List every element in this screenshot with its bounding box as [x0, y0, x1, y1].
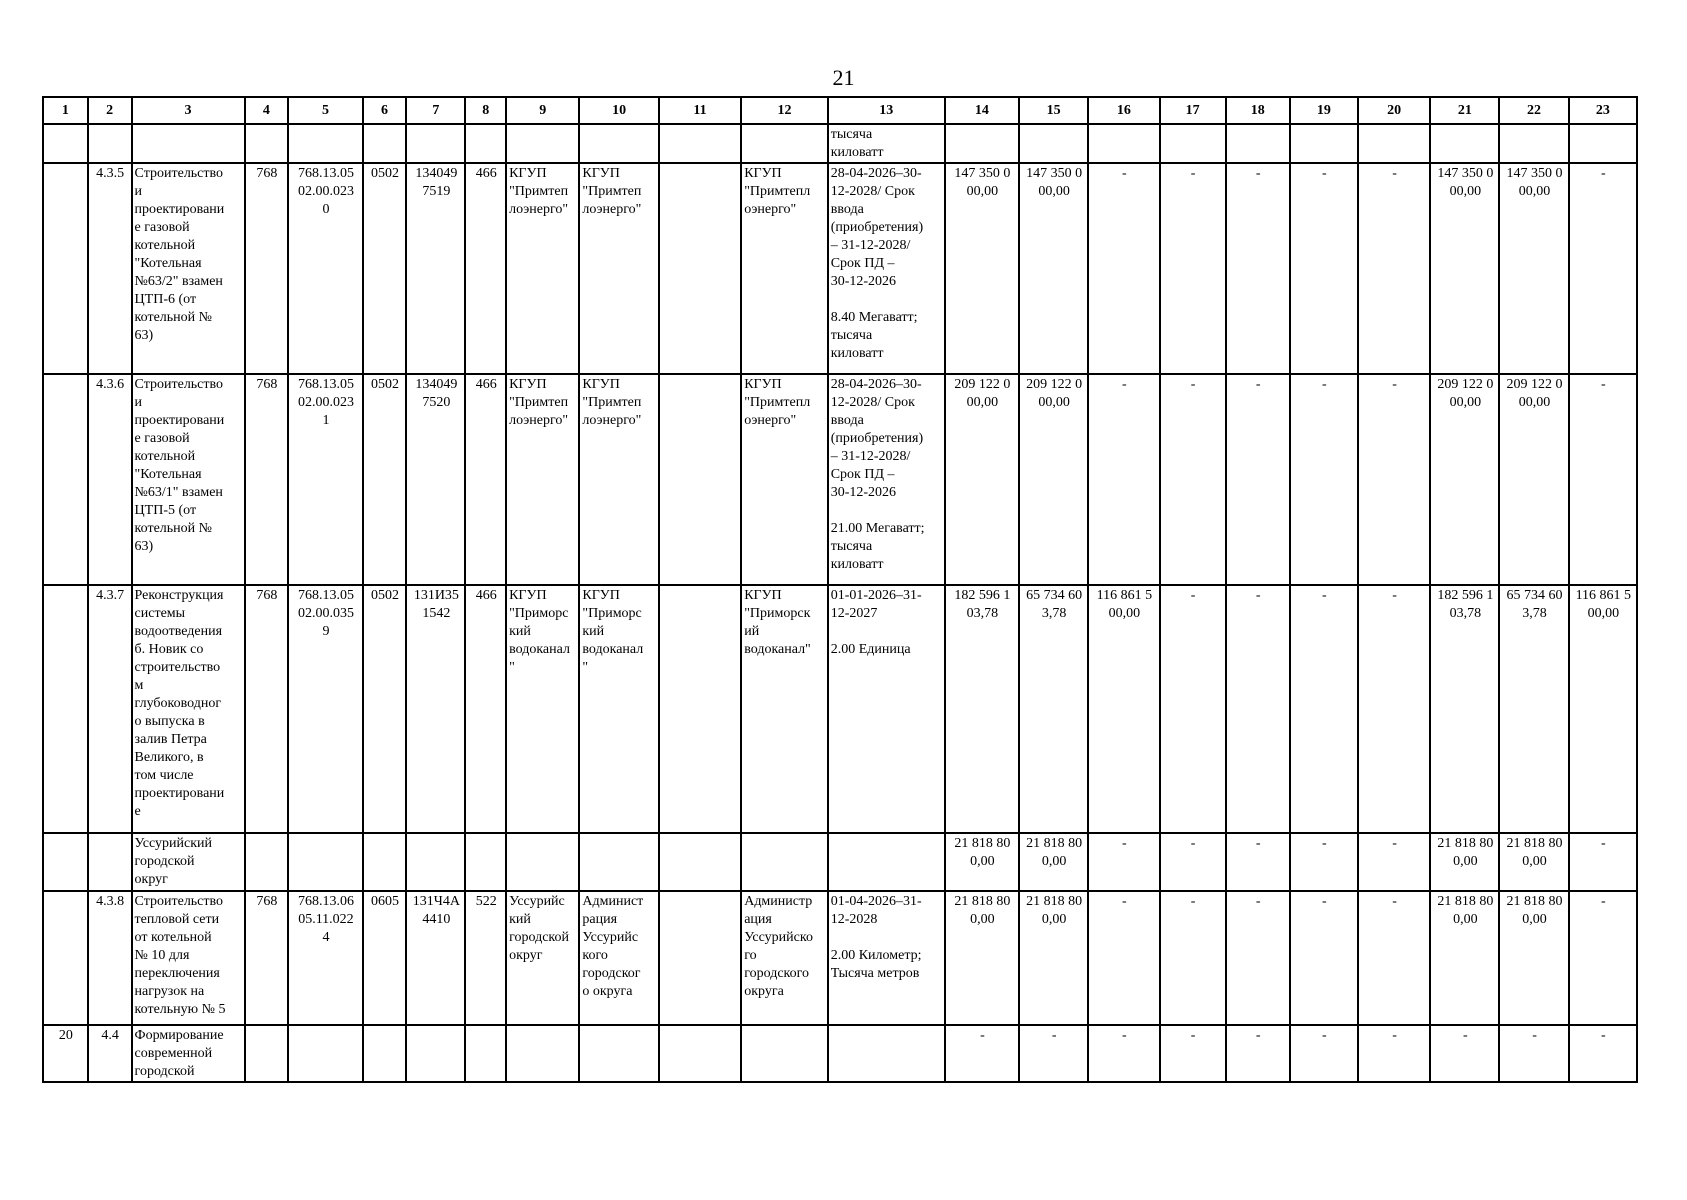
table-cell-col-4 [245, 833, 289, 891]
table-cell-col-17: - [1160, 374, 1226, 585]
column-header-21: 21 [1430, 97, 1499, 124]
table-cell-col-12: КГУП "Примтепл оэнерго" [741, 163, 828, 374]
table-cell-col-23: - [1569, 374, 1637, 585]
table-cell-col-13: 28-04-2026–30- 12-2028/ Срок ввода (приобретения) – 31-12-2028/ Срок ПД – 30-12-2026 8.40 Мегаватт; тысяча киловатт [828, 163, 945, 374]
column-header-2: 2 [88, 97, 132, 124]
table-cell-col-1 [43, 585, 88, 833]
table-cell-col-22: 209 122 0 00,00 [1499, 374, 1568, 585]
table-cell-col-18: - [1226, 833, 1290, 891]
table-row [43, 124, 1637, 163]
table-cell-col-6: 0502 [363, 163, 407, 374]
table-cell-col-12 [741, 1025, 828, 1082]
table-cell-col-2: 4.3.6 [88, 374, 132, 585]
table-cell-col-9: КГУП "Приморс кий водоканал " [506, 585, 579, 833]
table-cell-col-18: - [1226, 1025, 1290, 1082]
table-cell-col-18: - [1226, 891, 1290, 1025]
table-cell-col-4: 768 [245, 163, 289, 374]
column-header-16: 16 [1088, 97, 1159, 124]
table-cell-col-6 [363, 833, 407, 891]
column-header-3: 3 [132, 97, 245, 124]
table-cell-col-10 [579, 1025, 658, 1082]
table-cell-col-22 [1499, 124, 1568, 163]
table-cell-col-12 [741, 833, 828, 891]
table-cell-col-23: - [1569, 1025, 1637, 1082]
table-cell-col-12: КГУП "Примтепл оэнерго" [741, 374, 828, 585]
table-cell-col-14 [945, 124, 1019, 163]
table-cell-col-15: 65 734 60 3,78 [1019, 585, 1088, 833]
table-cell-col-21: 21 818 80 0,00 [1430, 833, 1499, 891]
table-cell-col-8: 466 [465, 374, 506, 585]
page-number: 21 [832, 65, 855, 90]
table-cell-col-17: - [1160, 163, 1226, 374]
table-cell-col-16: - [1088, 891, 1159, 1025]
table-cell-col-4: 768 [245, 374, 289, 585]
table-cell-col-13: 28-04-2026–30- 12-2028/ Срок ввода (приобретения) – 31-12-2028/ Срок ПД – 30-12-2026 21.00 Мегаватт; тысяча киловатт [828, 374, 945, 585]
table-cell-col-21: 182 596 1 03,78 [1430, 585, 1499, 833]
table-cell-col-7: 134049 7519 [406, 163, 465, 374]
table-cell-col-16: - [1088, 833, 1159, 891]
column-header-7: 7 [406, 97, 465, 124]
table-cell-col-11 [659, 374, 741, 585]
table-cell-col-3: Реконструкция системы водоотведения б. Новик со строительство м глубоководног о выпуска в залив Петра Великого, в том числе проектировани е [132, 585, 245, 833]
table-cell-col-23 [1569, 124, 1637, 163]
table-cell-col-5: 768.13.05 02.00.023 1 [288, 374, 362, 585]
table-cell-col-18 [1226, 124, 1290, 163]
column-header-1: 1 [43, 97, 88, 124]
table-cell-col-6: 0502 [363, 585, 407, 833]
table-cell-col-9 [506, 1025, 579, 1082]
column-header-14: 14 [945, 97, 1019, 124]
table-cell-col-17: - [1160, 891, 1226, 1025]
table-cell-col-14: 21 818 80 0,00 [945, 891, 1019, 1025]
table-cell-col-23: - [1569, 833, 1637, 891]
table-cell-col-22: - [1499, 1025, 1568, 1082]
table-cell-col-9: Уссурийс кий городской округ [506, 891, 579, 1025]
table-cell-col-1 [43, 374, 88, 585]
column-header-18: 18 [1226, 97, 1290, 124]
table-cell-col-5 [288, 1025, 362, 1082]
table-cell-col-23: 116 861 5 00,00 [1569, 585, 1637, 833]
table-cell-col-7 [406, 124, 465, 163]
table-cell-col-15: 209 122 0 00,00 [1019, 374, 1088, 585]
table-cell-col-10: КГУП "Примтеп лоэнерго" [579, 163, 658, 374]
column-header-22: 22 [1499, 97, 1568, 124]
table-cell-col-3: Формирование современной городской [132, 1025, 245, 1082]
table-cell-col-13: тысяча киловатт [828, 124, 945, 163]
table-cell-col-10 [579, 833, 658, 891]
table-row [43, 374, 1637, 585]
table-cell-col-19: - [1290, 163, 1358, 374]
table-cell-col-19: - [1290, 891, 1358, 1025]
table-row [43, 163, 1637, 374]
column-header-20: 20 [1358, 97, 1430, 124]
table-cell-col-13 [828, 833, 945, 891]
table-cell-col-22: 147 350 0 00,00 [1499, 163, 1568, 374]
table-cell-col-1 [43, 163, 88, 374]
table-cell-col-3: Строительство и проектировани е газовой котельной "Котельная №63/2" взамен ЦТП-6 (от котельной № 63) [132, 163, 245, 374]
table-row [43, 833, 1637, 891]
table-cell-col-1: 20 [43, 1025, 88, 1082]
table-cell-col-20: - [1358, 833, 1430, 891]
table-cell-col-20: - [1358, 163, 1430, 374]
table-cell-col-21 [1430, 124, 1499, 163]
table-cell-col-2: 4.3.5 [88, 163, 132, 374]
table-cell-col-1 [43, 833, 88, 891]
table-cell-col-10: КГУП "Приморс кий водоканал " [579, 585, 658, 833]
column-header-15: 15 [1019, 97, 1088, 124]
table-cell-col-19: - [1290, 585, 1358, 833]
table-cell-col-2: 4.4 [88, 1025, 132, 1082]
table-cell-col-7: 131И35 1542 [406, 585, 465, 833]
table-cell-col-18: - [1226, 374, 1290, 585]
table-cell-col-7: 131Ч4А 4410 [406, 891, 465, 1025]
table-cell-col-5 [288, 833, 362, 891]
table-cell-col-15: 21 818 80 0,00 [1019, 891, 1088, 1025]
table-cell-col-19: - [1290, 374, 1358, 585]
table-cell-col-11 [659, 891, 741, 1025]
table-cell-col-3 [132, 124, 245, 163]
table-cell-col-2 [88, 124, 132, 163]
table-cell-col-8: 522 [465, 891, 506, 1025]
table-cell-col-13: 01-04-2026–31- 12-2028 2.00 Километр; Тысяча метров [828, 891, 945, 1025]
table-cell-col-11 [659, 1025, 741, 1082]
table-cell-col-21: 209 122 0 00,00 [1430, 374, 1499, 585]
table-cell-col-16: - [1088, 1025, 1159, 1082]
table-cell-col-15 [1019, 124, 1088, 163]
column-header-17: 17 [1160, 97, 1226, 124]
table-cell-col-4 [245, 1025, 289, 1082]
table-cell-col-20: - [1358, 585, 1430, 833]
table-cell-col-6: 0605 [363, 891, 407, 1025]
column-header-6: 6 [363, 97, 407, 124]
table-cell-col-23: - [1569, 163, 1637, 374]
table-cell-col-11 [659, 585, 741, 833]
column-header-23: 23 [1569, 97, 1637, 124]
table-cell-col-9 [506, 833, 579, 891]
table-cell-col-8: 466 [465, 163, 506, 374]
table-cell-col-15: - [1019, 1025, 1088, 1082]
column-header-4: 4 [245, 97, 289, 124]
table-cell-col-10 [579, 124, 658, 163]
table-cell-col-2: 4.3.7 [88, 585, 132, 833]
table-cell-col-16 [1088, 124, 1159, 163]
table-cell-col-7: 134049 7520 [406, 374, 465, 585]
table-cell-col-14: 182 596 1 03,78 [945, 585, 1019, 833]
table-cell-col-18: - [1226, 585, 1290, 833]
table-cell-col-11 [659, 833, 741, 891]
table-cell-col-19: - [1290, 833, 1358, 891]
table-cell-col-16: 116 861 5 00,00 [1088, 585, 1159, 833]
table-cell-col-7 [406, 1025, 465, 1082]
table-cell-col-19: - [1290, 1025, 1358, 1082]
table-row [43, 585, 1637, 833]
table-cell-col-16: - [1088, 374, 1159, 585]
column-header-5: 5 [288, 97, 362, 124]
table-cell-col-19 [1290, 124, 1358, 163]
column-header-10: 10 [579, 97, 658, 124]
column-header-11: 11 [659, 97, 741, 124]
column-header-13: 13 [828, 97, 945, 124]
table-cell-col-3: Строительство тепловой сети от котельной № 10 для переключения нагрузок на котельную № 5 [132, 891, 245, 1025]
table-row [43, 891, 1637, 1025]
table-cell-col-22: 21 818 80 0,00 [1499, 833, 1568, 891]
table-cell-col-17: - [1160, 833, 1226, 891]
table-cell-col-6 [363, 124, 407, 163]
table-cell-col-8 [465, 833, 506, 891]
table-cell-col-8 [465, 124, 506, 163]
table-cell-col-5: 768.13.06 05.11.022 4 [288, 891, 362, 1025]
table-cell-col-2 [88, 833, 132, 891]
table-cell-col-1 [43, 124, 88, 163]
table-cell-col-9 [506, 124, 579, 163]
table-cell-col-21: - [1430, 1025, 1499, 1082]
table-row [43, 1025, 1637, 1082]
table-cell-col-6 [363, 1025, 407, 1082]
table-cell-col-8 [465, 1025, 506, 1082]
table-cell-col-17: - [1160, 1025, 1226, 1082]
table-cell-col-13: 01-01-2026–31- 12-2027 2.00 Единица [828, 585, 945, 833]
table-cell-col-20: - [1358, 1025, 1430, 1082]
table-cell-col-7 [406, 833, 465, 891]
table-cell-col-2: 4.3.8 [88, 891, 132, 1025]
column-header-9: 9 [506, 97, 579, 124]
table-cell-col-13 [828, 1025, 945, 1082]
table-cell-col-9: КГУП "Примтеп лоэнерго" [506, 374, 579, 585]
table-cell-col-17 [1160, 124, 1226, 163]
header-row [43, 97, 1637, 124]
table-cell-col-5 [288, 124, 362, 163]
table-cell-col-3: Уссурийский городской округ [132, 833, 245, 891]
table-cell-col-10: КГУП "Примтеп лоэнерго" [579, 374, 658, 585]
table-cell-col-14: 147 350 0 00,00 [945, 163, 1019, 374]
table-cell-col-5: 768.13.05 02.00.023 0 [288, 163, 362, 374]
table-cell-col-20: - [1358, 374, 1430, 585]
table-cell-col-5: 768.13.05 02.00.035 9 [288, 585, 362, 833]
table-cell-col-14: 21 818 80 0,00 [945, 833, 1019, 891]
table-cell-col-21: 21 818 80 0,00 [1430, 891, 1499, 1025]
table-cell-col-18: - [1226, 163, 1290, 374]
data-table [42, 96, 1638, 1083]
table-cell-col-1 [43, 891, 88, 1025]
table-cell-col-11 [659, 124, 741, 163]
table-cell-col-12: Администр ация Уссурийско го городского округа [741, 891, 828, 1025]
table-cell-col-15: 21 818 80 0,00 [1019, 833, 1088, 891]
table-cell-col-20: - [1358, 891, 1430, 1025]
table-cell-col-15: 147 350 0 00,00 [1019, 163, 1088, 374]
table-cell-col-21: 147 350 0 00,00 [1430, 163, 1499, 374]
table-cell-col-14: 209 122 0 00,00 [945, 374, 1019, 585]
column-header-19: 19 [1290, 97, 1358, 124]
table-cell-col-17: - [1160, 585, 1226, 833]
table-cell-col-23: - [1569, 891, 1637, 1025]
table-cell-col-16: - [1088, 163, 1159, 374]
table-cell-col-9: КГУП "Примтеп лоэнерго" [506, 163, 579, 374]
table-cell-col-12: КГУП "Приморск ий водоканал" [741, 585, 828, 833]
table-cell-col-3: Строительство и проектировани е газовой котельной "Котельная №63/1" взамен ЦТП-5 (от котельной № 63) [132, 374, 245, 585]
table-cell-col-22: 21 818 80 0,00 [1499, 891, 1568, 1025]
table-cell-col-10: Админист рация Уссурийс кого городског о округа [579, 891, 658, 1025]
column-header-12: 12 [741, 97, 828, 124]
table-cell-col-20 [1358, 124, 1430, 163]
table-cell-col-22: 65 734 60 3,78 [1499, 585, 1568, 833]
table-cell-col-12 [741, 124, 828, 163]
table-cell-col-6: 0502 [363, 374, 407, 585]
table-cell-col-4 [245, 124, 289, 163]
table-cell-col-11 [659, 163, 741, 374]
table-cell-col-8: 466 [465, 585, 506, 833]
table-cell-col-14: - [945, 1025, 1019, 1082]
table-cell-col-4: 768 [245, 585, 289, 833]
table-cell-col-4: 768 [245, 891, 289, 1025]
column-header-8: 8 [465, 97, 506, 124]
